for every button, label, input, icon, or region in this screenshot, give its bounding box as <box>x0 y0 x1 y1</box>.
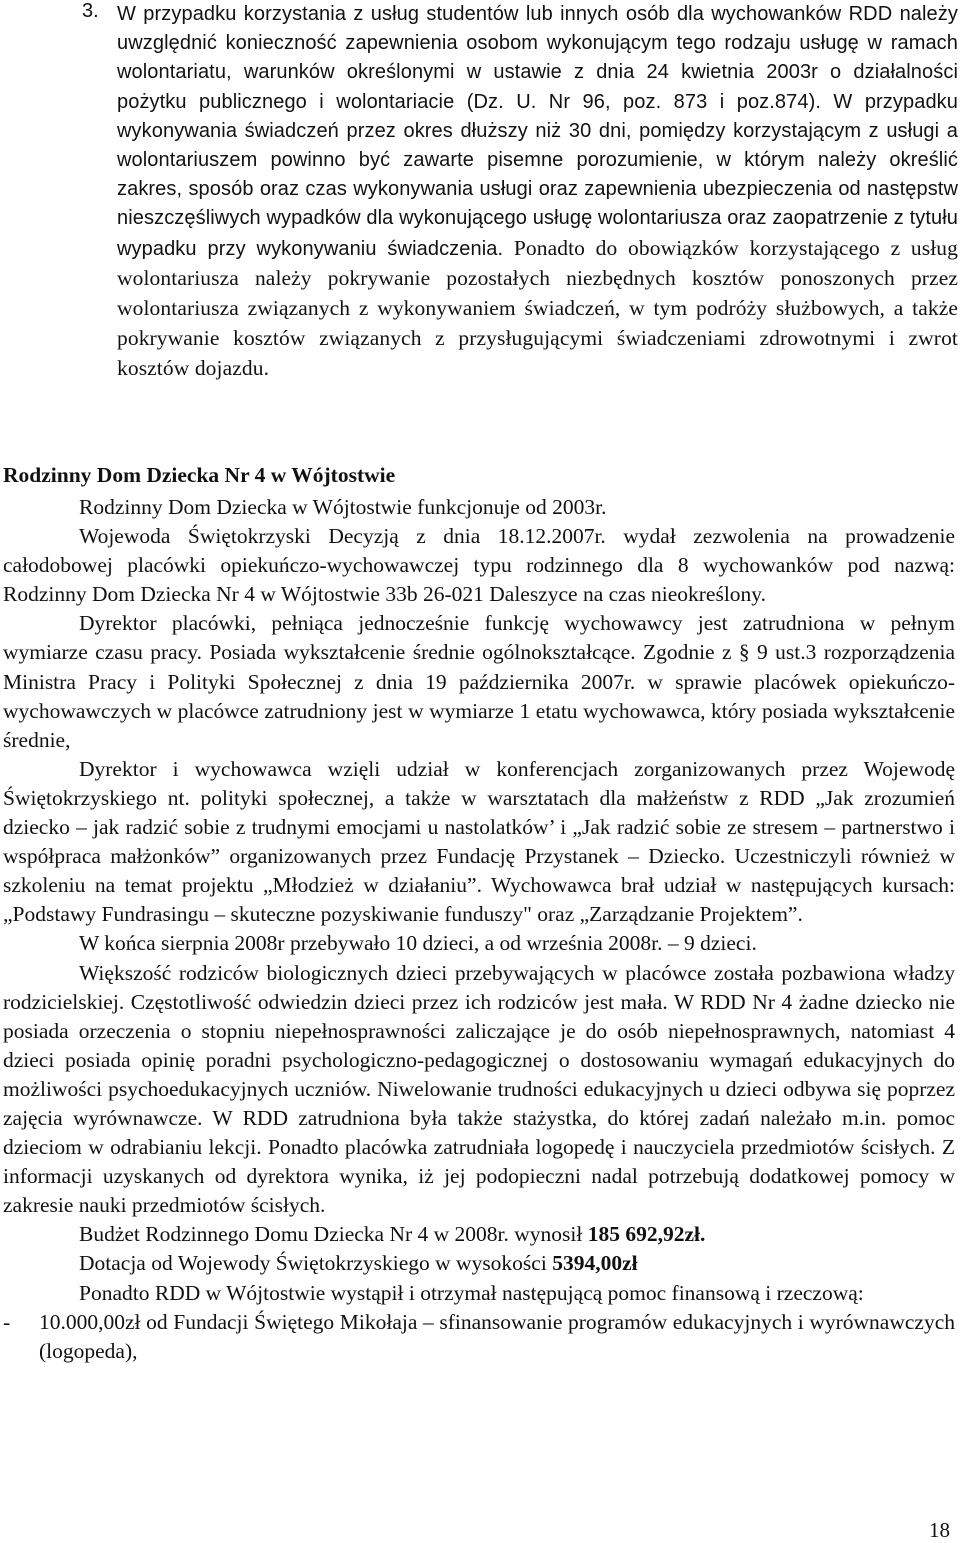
bullet-text: 10.000,00zł od Fundacji Świętego Mikołaja – sfinansowanie programów edukacyjnych i wyrównawczych (logopeda), <box>39 1309 955 1363</box>
paragraph-aid: Ponadto RDD w Wójtostwie wystąpił i otrzymał następującą pomoc finansową i rzeczową: <box>79 1280 864 1305</box>
section-body <box>3 493 955 1366</box>
paragraph-training: Dyrektor i wychowawca wzięli udział w konferencjach zorganizowanych przez Wojewodę Świętokrzyskiego nt. polityki społecznej, a także w warsztatach dla małżeństw z RDD „Jak zrozumień dziecko – jak radzić sobie z trudnymi emocjami u nastolatków’ i „Jak radzić sobie ze stresem – partnerstwo i współpraca małżonków” organizowanych przez Fundację Przystanek – Dziecko. Uczestniczyli również w szkoleniu na temat projektu „Młodzież w działaniu”. Wychowawca brał udział w następujących kursach: „Podstawy Fundrasingu – skuteczne pozyskiwanie funduszy" oraz „Zarządzanie Projektem”. <box>3 756 955 927</box>
list-item <box>3 1308 955 1366</box>
bullet-dash: - <box>3 1309 11 1334</box>
item-3-text-b: W przypadku wykonywania świadczeń przez okres dłuższy niż 30 dni, pomiędzy korzystającym z usługi a wolontariuszem powinno być zawarte pisemne porozumienie, w którym należy określić zakres, sposób oraz czas wykonywania usługi oraz zapewnienia ubezpieczenia od następstw nieszczęśliwych wypadków dla wykonującego usługę wolontariusza oraz zaopatrzenie z tytułu wypadku przy wykonywaniu świadczenia. <box>117 90 959 260</box>
paragraph-budget <box>3 1220 955 1249</box>
subsidy-text: Dotacja od Wojewody Świętokrzyskiego w wysokości <box>79 1251 553 1276</box>
paragraph-parents: Większość rodziców biologicznych dzieci przebywających w placówce została pozbawiona władzy rodzicielskiej. Częstotliwość odwiedzin dzieci przez ich rodziców jest mała. W RDD Nr 4 żadne dziecko nie posiada orzeczenia o stopniu niepełnosprawności zaliczające je do osób niepełnosprawnych, natomiast 4 dzieci posiada opinię poradni psychologiczno-pedagogicznej o dostosowaniu wymagań edukacyjnych do możliwości psychoedukacyjnych uczniów. Niwelowanie trudności edukacyjnych u dzieci odbywa się poprzez zajęcia wyrównawcze. W RDD zatrudniona była także stażystka, do której zadań należało m.in. pomoc dzieciom w odrabianiu lekcji. Ponadto placówka zatrudniała logopedę i nauczyciela przedmiotów ścisłych. Z informacji uzyskanych od dyrektora wynika, iż jej podopieczni nadal potrzebują dodatkowej pomocy w zakresie nauki przedmiotów ścisłych. <box>3 960 955 1218</box>
item-3-text-c: Ponadto do obowiązków korzystającego z usług wolontariusza należy pokrywanie pozostałych niezbędnych kosztów ponoszonych przez wolontariusza związanych z wykonywaniem świadczeń, w tym podróży służbowych, a także pokrywanie kosztów związanych z przysługującymi świadczeniami zdrowotnymi i zwrot kosztów dojazdu. <box>117 235 958 381</box>
item-number: 3. <box>82 0 99 22</box>
subsidy-amount: 5394,00zł <box>552 1251 638 1276</box>
item-3-text <box>117 0 958 385</box>
paragraph-founded: Rodzinny Dom Dziecka w Wójtostwie funkcjonuje od 2003r. <box>79 495 607 519</box>
item-3-text-a: W przypadku korzystania z usług studentów lub innych osób dla wychowanków RDD należy uwzględnić konieczność zapewnienia osobom wykonującym tego rodzaju usługę w ramach wolontariatu, warunków określonymi w ustawie z dnia 24 kwietnia 2003r o działalności pożytku publicznego i wolontariacie (Dz. U. Nr 96, poz. 873 i poz.874). <box>117 3 958 113</box>
section-heading: Rodzinny Dom Dziecka Nr 4 w Wójtostwie <box>3 463 396 487</box>
numbered-item-3 <box>82 0 958 385</box>
paragraph-children-count: W końca sierpnia 2008r przebywało 10 dzieci, a od września 2008r. – 9 dzieci. <box>79 931 757 956</box>
paragraph-staff: Dyrektor placówki, pełniąca jednocześnie funkcję wychowawcy jest zatrudniona w pełnym wymiarze czasu pracy. Posiada wykształcenie średnie ogólnokształcące. Zgodnie z § 9 ust.3 rozporządzenia Ministra Pracy i Polityki Społecznej z dnia 19 października 2007r. w sprawie placówek opiekuńczo-wychowawczych w placówce zatrudniony jest w wymiarze 1 etatu wychowawca, który posiada wykształcenie średnie, <box>3 611 955 752</box>
paragraph-subsidy <box>3 1249 955 1278</box>
budget-amount: 185 692,92zł. <box>587 1222 706 1247</box>
page-number: 18 <box>929 1518 950 1542</box>
paragraph-permit: Wojewoda Świętokrzyski Decyzją z dnia 18.12.2007r. wydał zezwolenia na prowadzenie całodobowej placówki opiekuńczo-wychowawczej typu rodzinnego dla 8 wychowanków pod nazwą: Rodzinny Dom Dziecka Nr 4 w Wójtostwie 33b 26-021 Daleszyce na czas nieokreślony. <box>3 524 955 607</box>
budget-text: Budżet Rodzinnego Domu Dziecka Nr 4 w 2008r. wynosił <box>79 1222 588 1247</box>
